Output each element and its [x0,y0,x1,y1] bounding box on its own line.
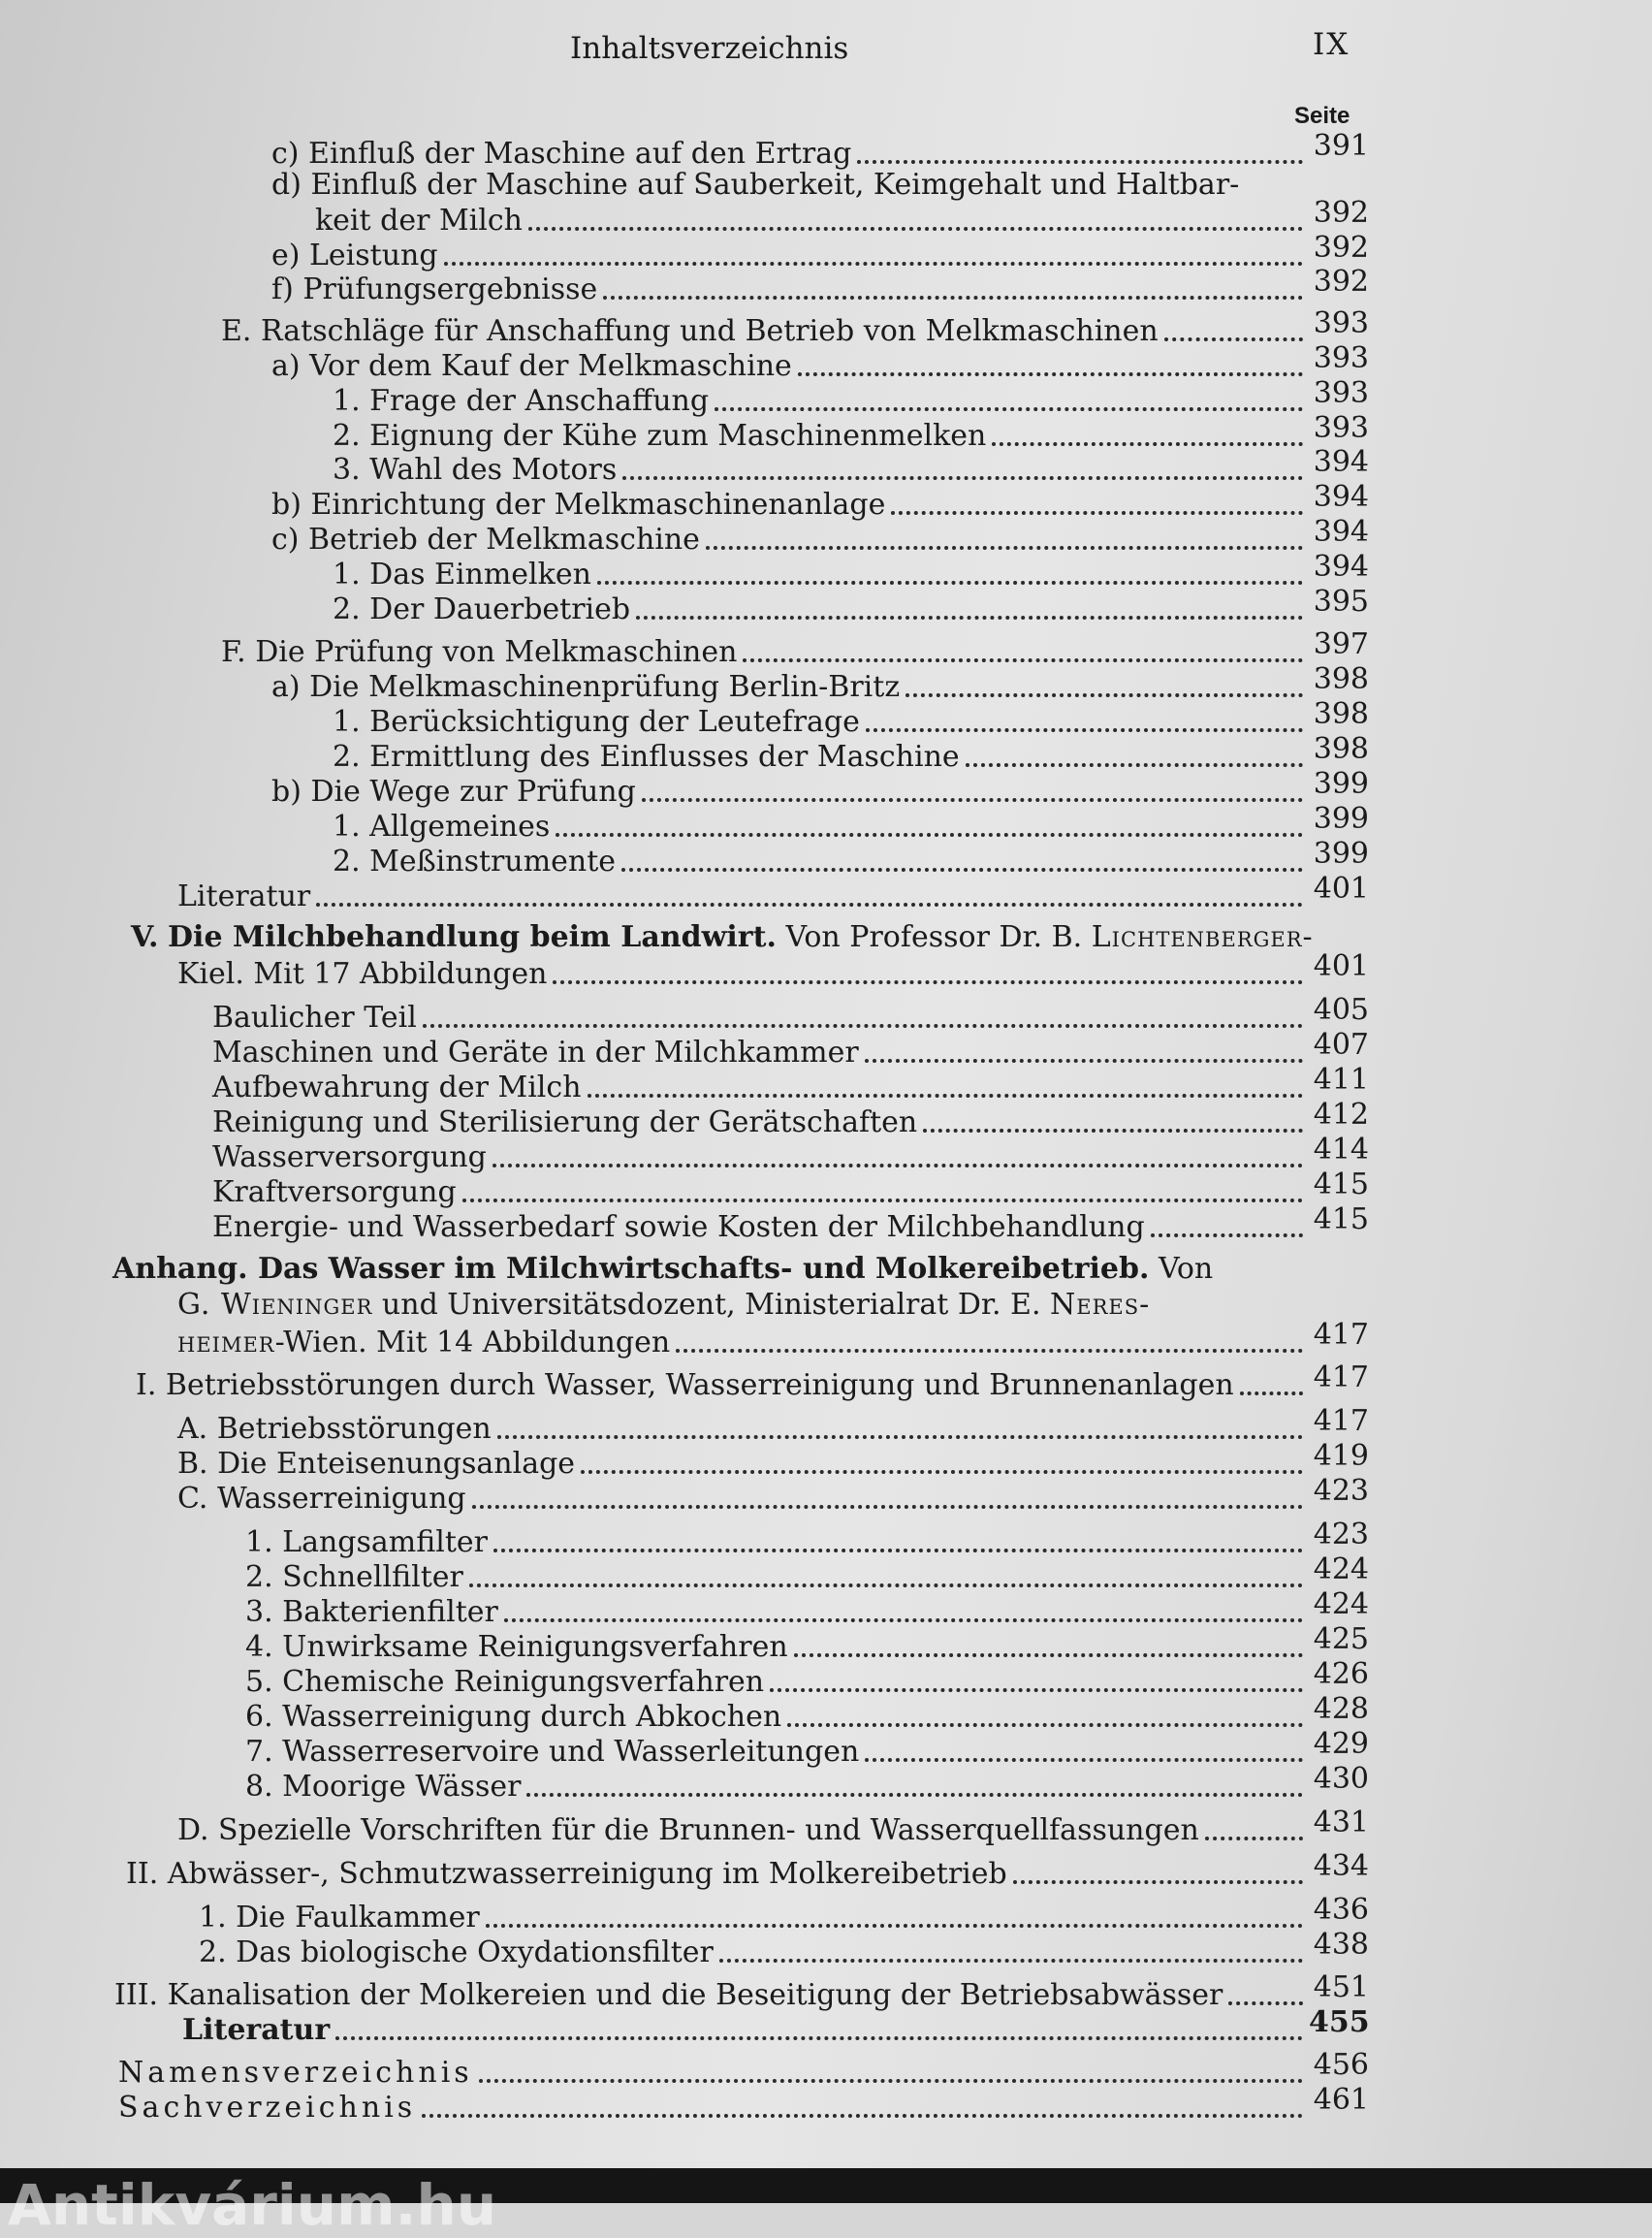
chapter-v-title: V. Die Milchbehandlung beim Landwirt. Von Professor Dr. B. Lichtenberger- [131,920,1314,954]
toc-entry: Sachverzeichnis 461 [118,2083,1369,2125]
toc-entry: 2. Schnellfilter 424 [245,1552,1369,1594]
toc-entry: f) Prüfungsergebnisse 392 [271,265,1369,306]
toc-entry: b) Einrichtung der Melkmaschinenanlage 394 [271,480,1369,522]
toc-entry: 3. Bakterienfilter 424 [245,1587,1369,1629]
toc-entry: Kiel. Mit 17 Abbildungen 401 [177,949,1369,991]
toc-entry: 2. Ermittlung des Einflusses der Maschine 398 [333,732,1369,774]
toc-entry: I. Betriebsstörungen durch Wasser, Wasserreinigung und Brunnenanlagen 417 [136,1360,1369,1402]
toc-entry: 3. Wahl des Motors 394 [333,445,1369,487]
toc-entry: c) Einfluß der Maschine auf den Ertrag 391 [271,129,1369,171]
toc-entry: Literatur 455 [182,2005,1370,2047]
toc-entry: C. Wasserreinigung 423 [177,1474,1369,1516]
toc-entry: A. Betriebsstörungen 417 [177,1404,1369,1446]
toc-entry: 1. Langsamfilter 423 [245,1518,1369,1559]
toc-entry: Literatur 401 [177,872,1369,913]
toc-entry: 4. Unwirksame Reinigungsverfahren 425 [245,1622,1369,1664]
toc-entry: 7. Wasserreservoire und Wasserleitungen 429 [245,1727,1369,1769]
toc-entry: Kraftversorgung 415 [212,1167,1369,1209]
toc-entry: III. Kanalisation der Molkereien und die Beseitigung der Betriebsabwässer 451 [114,1970,1369,2012]
watermark: Antikvárium.hu [8,2172,497,2238]
page-header-number: IX [1313,27,1350,62]
toc-entry-line: d) Einfluß der Maschine auf Sauberkeit, Keimgehalt und Haltbar- [271,168,1240,202]
toc-entry: E. Ratschläge für Anschaffung und Betrieb von Melkmaschinen 393 [221,306,1369,348]
column-label-seite: Seite [1294,103,1350,129]
toc-entry: Wasserversorgung 414 [212,1133,1369,1174]
toc-entry: heimer-Wien. Mit 14 Abbildungen 417 [177,1318,1369,1359]
toc-entry: a) Die Melkmaschinenprüfung Berlin-Britz 398 [271,662,1369,704]
toc-entry: keit der Milch 392 [315,196,1369,238]
toc-entry: Namensverzeichnis 456 [118,2048,1369,2090]
toc-entry: a) Vor dem Kauf der Melkmaschine 393 [271,341,1369,383]
toc-entry: b) Die Wege zur Prüfung 399 [271,767,1369,809]
toc-entry: 8. Moorige Wässer 430 [245,1762,1369,1804]
toc-entry: c) Betrieb der Melkmaschine 394 [271,515,1369,557]
page-header-title: Inhaltsverzeichnis [570,31,849,66]
toc-entry: 1. Frage der Anschaffung 393 [333,376,1369,418]
toc-entry: 1. Das Einmelken 394 [333,550,1369,591]
toc-entry: II. Abwässer-, Schmutzwasserreinigung im Molkereibetrieb 434 [126,1849,1369,1891]
toc-entry: 5. Chemische Reinigungsverfahren 426 [245,1657,1369,1699]
appendix-authors: G. Wieninger und Universitätsdozent, Ministerialrat Dr. E. Neres- [177,1288,1151,1322]
toc-entry: F. Die Prüfung von Melkmaschinen 397 [221,627,1369,669]
toc-entry: 2. Meßinstrumente 399 [333,837,1369,879]
toc-entry: 2. Eignung der Kühe zum Maschinenmelken 393 [333,411,1369,453]
toc-entry: D. Spezielle Vorschriften für die Brunnen- und Wasserquellfassungen 431 [177,1806,1369,1847]
toc-entry: Baulicher Teil 405 [212,993,1369,1035]
toc-entry: 1. Allgemeines 399 [333,802,1369,844]
toc-entry: Aufbewahrung der Milch 411 [212,1063,1369,1104]
toc-entry: 1. Die Faulkammer 436 [199,1893,1369,1934]
toc-entry: Energie- und Wasserbedarf sowie Kosten der Milchbehandlung 415 [212,1202,1369,1244]
toc-entry: 1. Berücksichtigung der Leutefrage 398 [333,697,1369,739]
toc-entry: 2. Das biologische Oxydationsfilter 438 [199,1928,1369,1969]
toc-entry: Maschinen und Geräte in der Milchkammer 407 [212,1028,1369,1070]
toc-entry: 6. Wasserreinigung durch Abkochen 428 [245,1692,1369,1734]
toc-entry: Reinigung und Sterilisierung der Gerätschaften 412 [212,1098,1369,1139]
toc-entry: B. Die Enteisenungsanlage 419 [177,1439,1369,1481]
toc-entry: 2. Der Dauerbetrieb 395 [333,585,1369,626]
appendix-title: Anhang. Das Wasser im Milchwirtschafts- und Molkereibetrieb. Von [112,1252,1214,1286]
toc-entry: e) Leistung 392 [271,231,1369,272]
